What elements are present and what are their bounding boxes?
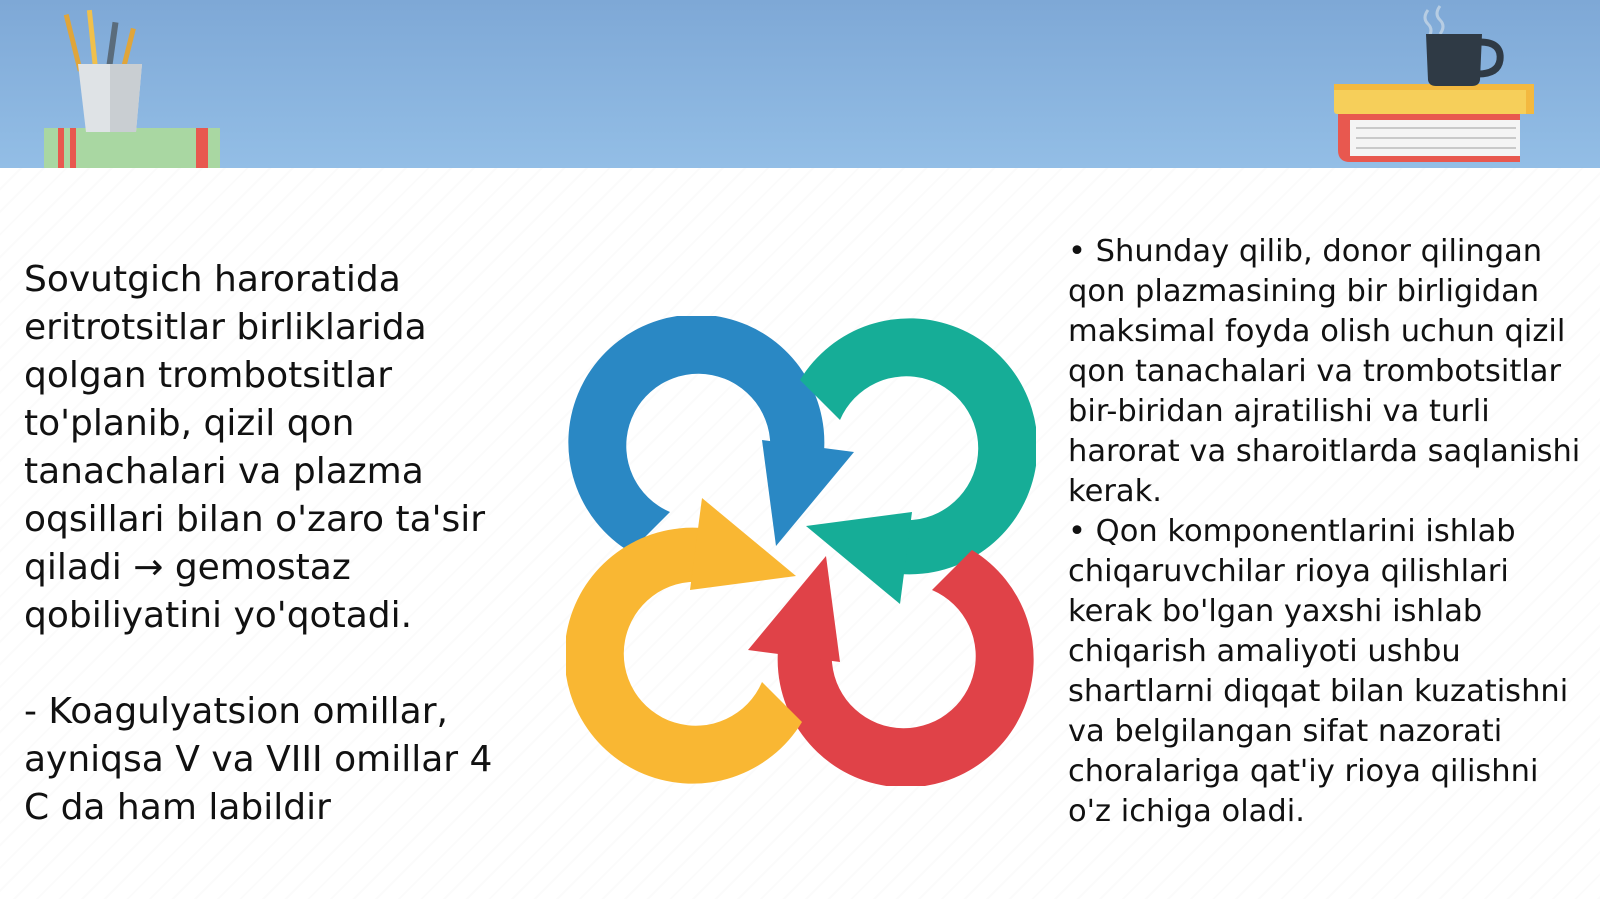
bullet-item: • Qon komponentlarini ishlab chiqaruvchilar rioya qilishlari kerak bo'lgan yaxshi ishlab chiqarish amaliyoti ushbu shartlarni diqqat bilan kuzatishni va belgilangan sifat nazorati choralariga qat'iy rioya qilishni o'z ichiga oladi. xyxy=(1068,514,1569,829)
right-paragraphs xyxy=(1068,232,1588,832)
header-banner xyxy=(0,0,1600,168)
bullet-item: • Shunday qilib, donor qilingan qon plazmasining bir birligidan maksimal foyda olish uchun qizil qon tanachalari va trombotsitlar bir-biridan ajratilishi va turli harorat va sharoitlarda saqlanishi kerak. xyxy=(1068,234,1581,509)
pencil-cup-on-book-icon xyxy=(40,0,230,168)
coffee-mug-on-books-icon xyxy=(1330,0,1550,168)
left-paragraph: Sovutgich haroratida eritrotsitlar birliklarida qolgan trombotsitlar to'planib, qizil qon tanachalari va plazma oqsillari bilan o'zaro ta'sir qiladi → gemostaz qobiliyatini yo'qotadi. - Koagulyatsion omillar, ayniqsa V va VIII omillar 4 C da ham labildir xyxy=(24,259,493,828)
four-arrow-cycle-icon xyxy=(566,316,1036,786)
